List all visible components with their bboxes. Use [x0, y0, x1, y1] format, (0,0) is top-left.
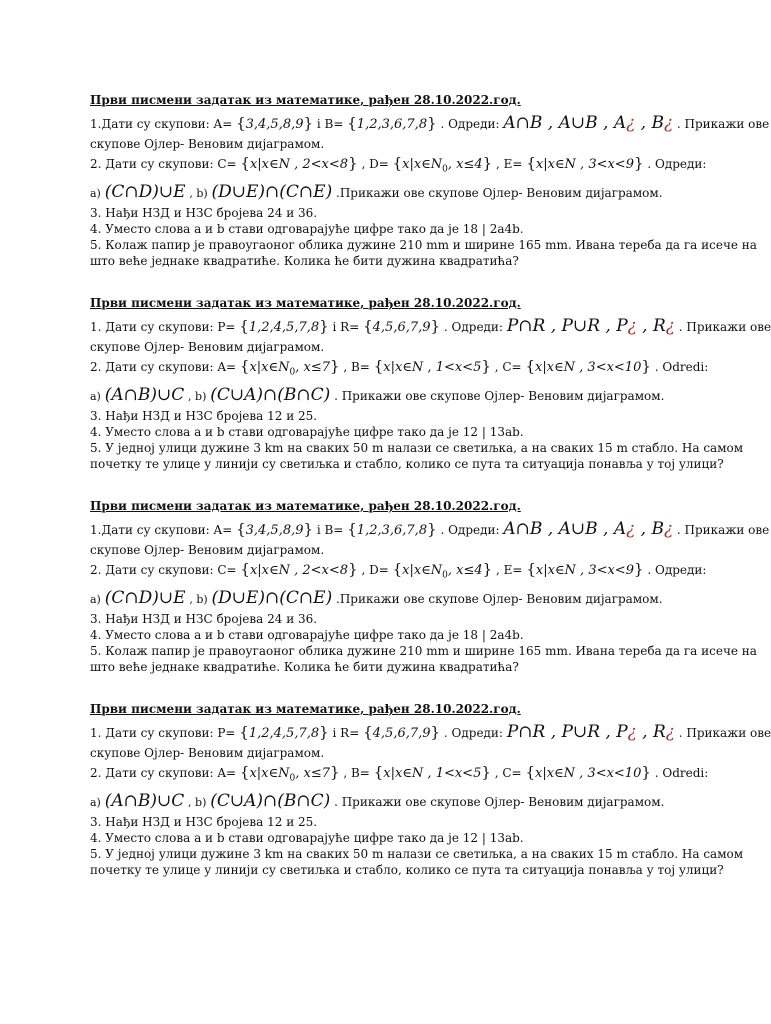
- task-1-text: 1.Дати су скупови: A=: [90, 117, 233, 131]
- task-1-line-2: скупове Ојлер- Веновим дијаграмом.: [90, 340, 325, 354]
- set-c: {x|x∈N , 3<x<10}: [525, 357, 651, 375]
- task-5-line-2: што веће једнаке квадратиће. Колика ће бити дужина квадратића?: [90, 659, 519, 674]
- set-e: {x|x∈N , 3<x<9}: [526, 154, 644, 172]
- exam-block-3: [90, 498, 770, 701]
- set-b: {x|x∈N , 1<x<5}: [373, 763, 491, 781]
- task-1-text: 1.Дати су скупови: A=: [90, 523, 233, 537]
- set-operations: P∩R , P∪R , P¿ , R¿: [506, 722, 675, 742]
- set-a: {3,4,5,8,9}: [236, 520, 314, 538]
- set-operations: P∩R , P∪R , P¿ , R¿: [506, 316, 675, 336]
- task-2-line-2: a) (A∩B)∪C , b) (C∪A)∩(B∩C) . Прикажи ове скупове Ојлер- Веновим дијаграмом.: [90, 384, 665, 405]
- set-b: {1,2,3,6,7,8}: [347, 520, 437, 538]
- expression-b: (D∪E)∩(C∩E): [211, 587, 333, 608]
- set-d: {$x|x\in N_0$, x≤4}: [392, 154, 493, 175]
- task-1-line-2: скупове Ојлер- Веновим дијаграмом.: [90, 137, 325, 151]
- document-page: [90, 92, 771, 904]
- task-5-line-1: 5. У једној улици дужине 3 km на сваких 50 m налази се светиљка, а на сваких 15 m стабло. На самом: [90, 440, 744, 455]
- task-5-line-1: 5. Колаж папир је правоугаоног облика дужине 210 mm и ширине 165 mm. Ивана тереба да га исече на: [90, 237, 757, 252]
- set-a: {$x|x\in N_0$, x≤7}: [239, 763, 340, 784]
- task-3: 3. Нађи НЗД и НЗС бројева 12 и 25.: [90, 814, 318, 829]
- expression-a: (C∩D)∪E: [104, 587, 186, 608]
- set-r: {4,5,6,7,9}: [363, 317, 441, 335]
- task-4: 4. Уместо слова a и b стави одговарајуће цифре тако да је 12 | 13ab.: [90, 830, 524, 845]
- expression-a: (A∩B)∪C: [104, 384, 185, 405]
- set-r: {4,5,6,7,9}: [363, 723, 441, 741]
- task-1-determine: . Одреди:: [440, 523, 500, 537]
- expression-b: (C∪A)∩(B∩C): [210, 384, 331, 405]
- task-1-line-1: 1. Дати су скупови: P= {1,2,4,5,7,8} i R= {4,5,6,7,9} . Одреди: P∩R , P∪R , P¿ , R¿ . Прикажи ове: [90, 315, 690, 339]
- task-1-line-2: скупове Ојлер- Веновим дијаграмом.: [90, 543, 325, 557]
- task-5-line-2: што веће једнаке квадратиће. Колика ће бити дужина квадратића?: [90, 253, 519, 268]
- task-4: 4. Уместо слова a и b стави одговарајуће цифре тако да је 18 | 2a4b.: [90, 627, 524, 642]
- exam-heading: Први писмени задатак из математике, рађен 28.10.2022.год.: [90, 93, 521, 107]
- set-a: {3,4,5,8,9}: [236, 114, 314, 132]
- task-4: 4. Уместо слова a и b стави одговарајуће цифре тако да је 12 | 13ab.: [90, 424, 524, 439]
- set-b: {1,2,3,6,7,8}: [347, 114, 437, 132]
- set-operations: A∩B , A∪B , A¿ , B¿: [503, 519, 674, 539]
- task-1-show: . Прикажи ове: [676, 523, 770, 537]
- set-b: {x|x∈N , 1<x<5}: [373, 357, 491, 375]
- exam-heading: Први писмени задатак из математике, рађен 28.10.2022.год.: [90, 296, 521, 310]
- exam-block-4: [90, 701, 771, 904]
- set-d: {$x|x\in N_0$, x≤4}: [392, 560, 493, 581]
- expression-b: (D∪E)∩(C∩E): [211, 181, 333, 202]
- task-1-line-1: [90, 112, 770, 136]
- task-5-line-2: почетку те улице у линији су светиљка и стабло, колико се пута та ситуација понавља у тој улици?: [90, 862, 724, 877]
- task-3: 3. Нађи НЗД и НЗС бројева 12 и 25.: [90, 408, 318, 423]
- task-5-line-1: 5. Колаж папир је правоугаоног облика дужине 210 mm и ширине 165 mm. Ивана тереба да га исече на: [90, 643, 757, 658]
- set-c: {x|x∈N , 2<x<8}: [240, 560, 358, 578]
- task-5-line-1: 5. У једној улици дужине 3 km на сваких 50 m налази се светиљка, а на сваких 15 m стабло. На самом: [90, 846, 744, 861]
- task-2-line-1: 2. Дати су скупови: C= {x|x∈N , 2<x<8} , $D= \{x|x\in N_0$, x≤4} , E= {x|x∈N , 3<x<9} . Одреди:: [90, 558, 690, 587]
- exam-heading: Први писмени задатак из математике, рађен 28.10.2022.год.: [90, 499, 521, 513]
- task-2-line-2: a) (C∩D)∪E , b) (D∪E)∩(C∩E) .Прикажи ове скупове Ојлер- Веновим дијаграмом.: [90, 587, 663, 608]
- expression-a: (C∩D)∪E: [104, 181, 186, 202]
- set-p: {1,2,4,5,7,8}: [239, 317, 329, 335]
- set-operations: A∩B , A∪B , A¿ , B¿: [503, 113, 674, 133]
- task-1-show: . Прикажи ове: [676, 117, 770, 131]
- set-c: {x|x∈N , 3<x<10}: [525, 763, 651, 781]
- set-a: {$x|x\in N_0$, x≤7}: [239, 357, 340, 378]
- task-3: 3. Нађи НЗД и НЗС бројева 24 и 36.: [90, 611, 318, 626]
- task-4: 4. Уместо слова a и b стави одговарајуће цифре тако да је 18 | 2a4b.: [90, 221, 524, 236]
- set-p: {1,2,4,5,7,8}: [239, 723, 329, 741]
- task-2-line-1: 2. Дати су скупови: C= {x|x∈N , 2<x<8} , $D= \{x|x\in N_0$, x≤4} , E= {x|x∈N , 3<x<9} . Одреди:: [90, 152, 690, 181]
- exam-block-1: [90, 92, 770, 295]
- task-2-line-2: a) (A∩B)∪C , b) (C∪A)∩(B∩C) . Прикажи ове скупове Ојлер- Веновим дијаграмом.: [90, 790, 665, 811]
- task-2-line-2: a) (C∩D)∪E , b) (D∪E)∩(C∩E) .Прикажи ове скупове Ојлер- Веновим дијаграмом.: [90, 181, 663, 202]
- expression-a: (A∩B)∪C: [104, 790, 185, 811]
- task-5-line-2: почетку те улице у линији су светиљка и стабло, колико се пута та ситуација понавља у тој улици?: [90, 456, 724, 471]
- task-2-line-1: 2. Дати су скупови: $A= \{x|x\in N_0$, x≤7} , B= {x|x∈N , 1<x<5} , C= {x|x∈N , 3<x<10} . Odredi:: [90, 355, 690, 384]
- exam-block-2: [90, 295, 771, 498]
- set-e: {x|x∈N , 3<x<9}: [526, 560, 644, 578]
- task-1-line-1: 1. Дати су скупови: P= {1,2,4,5,7,8} i R= {4,5,6,7,9} . Одреди: P∩R , P∪R , P¿ , R¿ . Прикажи ове: [90, 721, 690, 745]
- expression-b: (C∪A)∩(B∩C): [210, 790, 331, 811]
- task-3: 3. Нађи НЗД и НЗС бројева 24 и 36.: [90, 205, 318, 220]
- task-1-determine: . Одреди:: [440, 117, 500, 131]
- task-1-line-1: [90, 518, 770, 542]
- exam-heading: Први писмени задатак из математике, рађен 28.10.2022.год.: [90, 702, 521, 716]
- set-b-label: i B=: [316, 117, 344, 131]
- set-c: {x|x∈N , 2<x<8}: [240, 154, 358, 172]
- task-2-line-1: 2. Дати су скупови: $A= \{x|x\in N_0$, x≤7} , B= {x|x∈N , 1<x<5} , C= {x|x∈N , 3<x<10} . Odredi:: [90, 761, 690, 790]
- set-b-label: i B=: [316, 523, 344, 537]
- task-1-line-2: скупове Ојлер- Веновим дијаграмом.: [90, 746, 325, 760]
